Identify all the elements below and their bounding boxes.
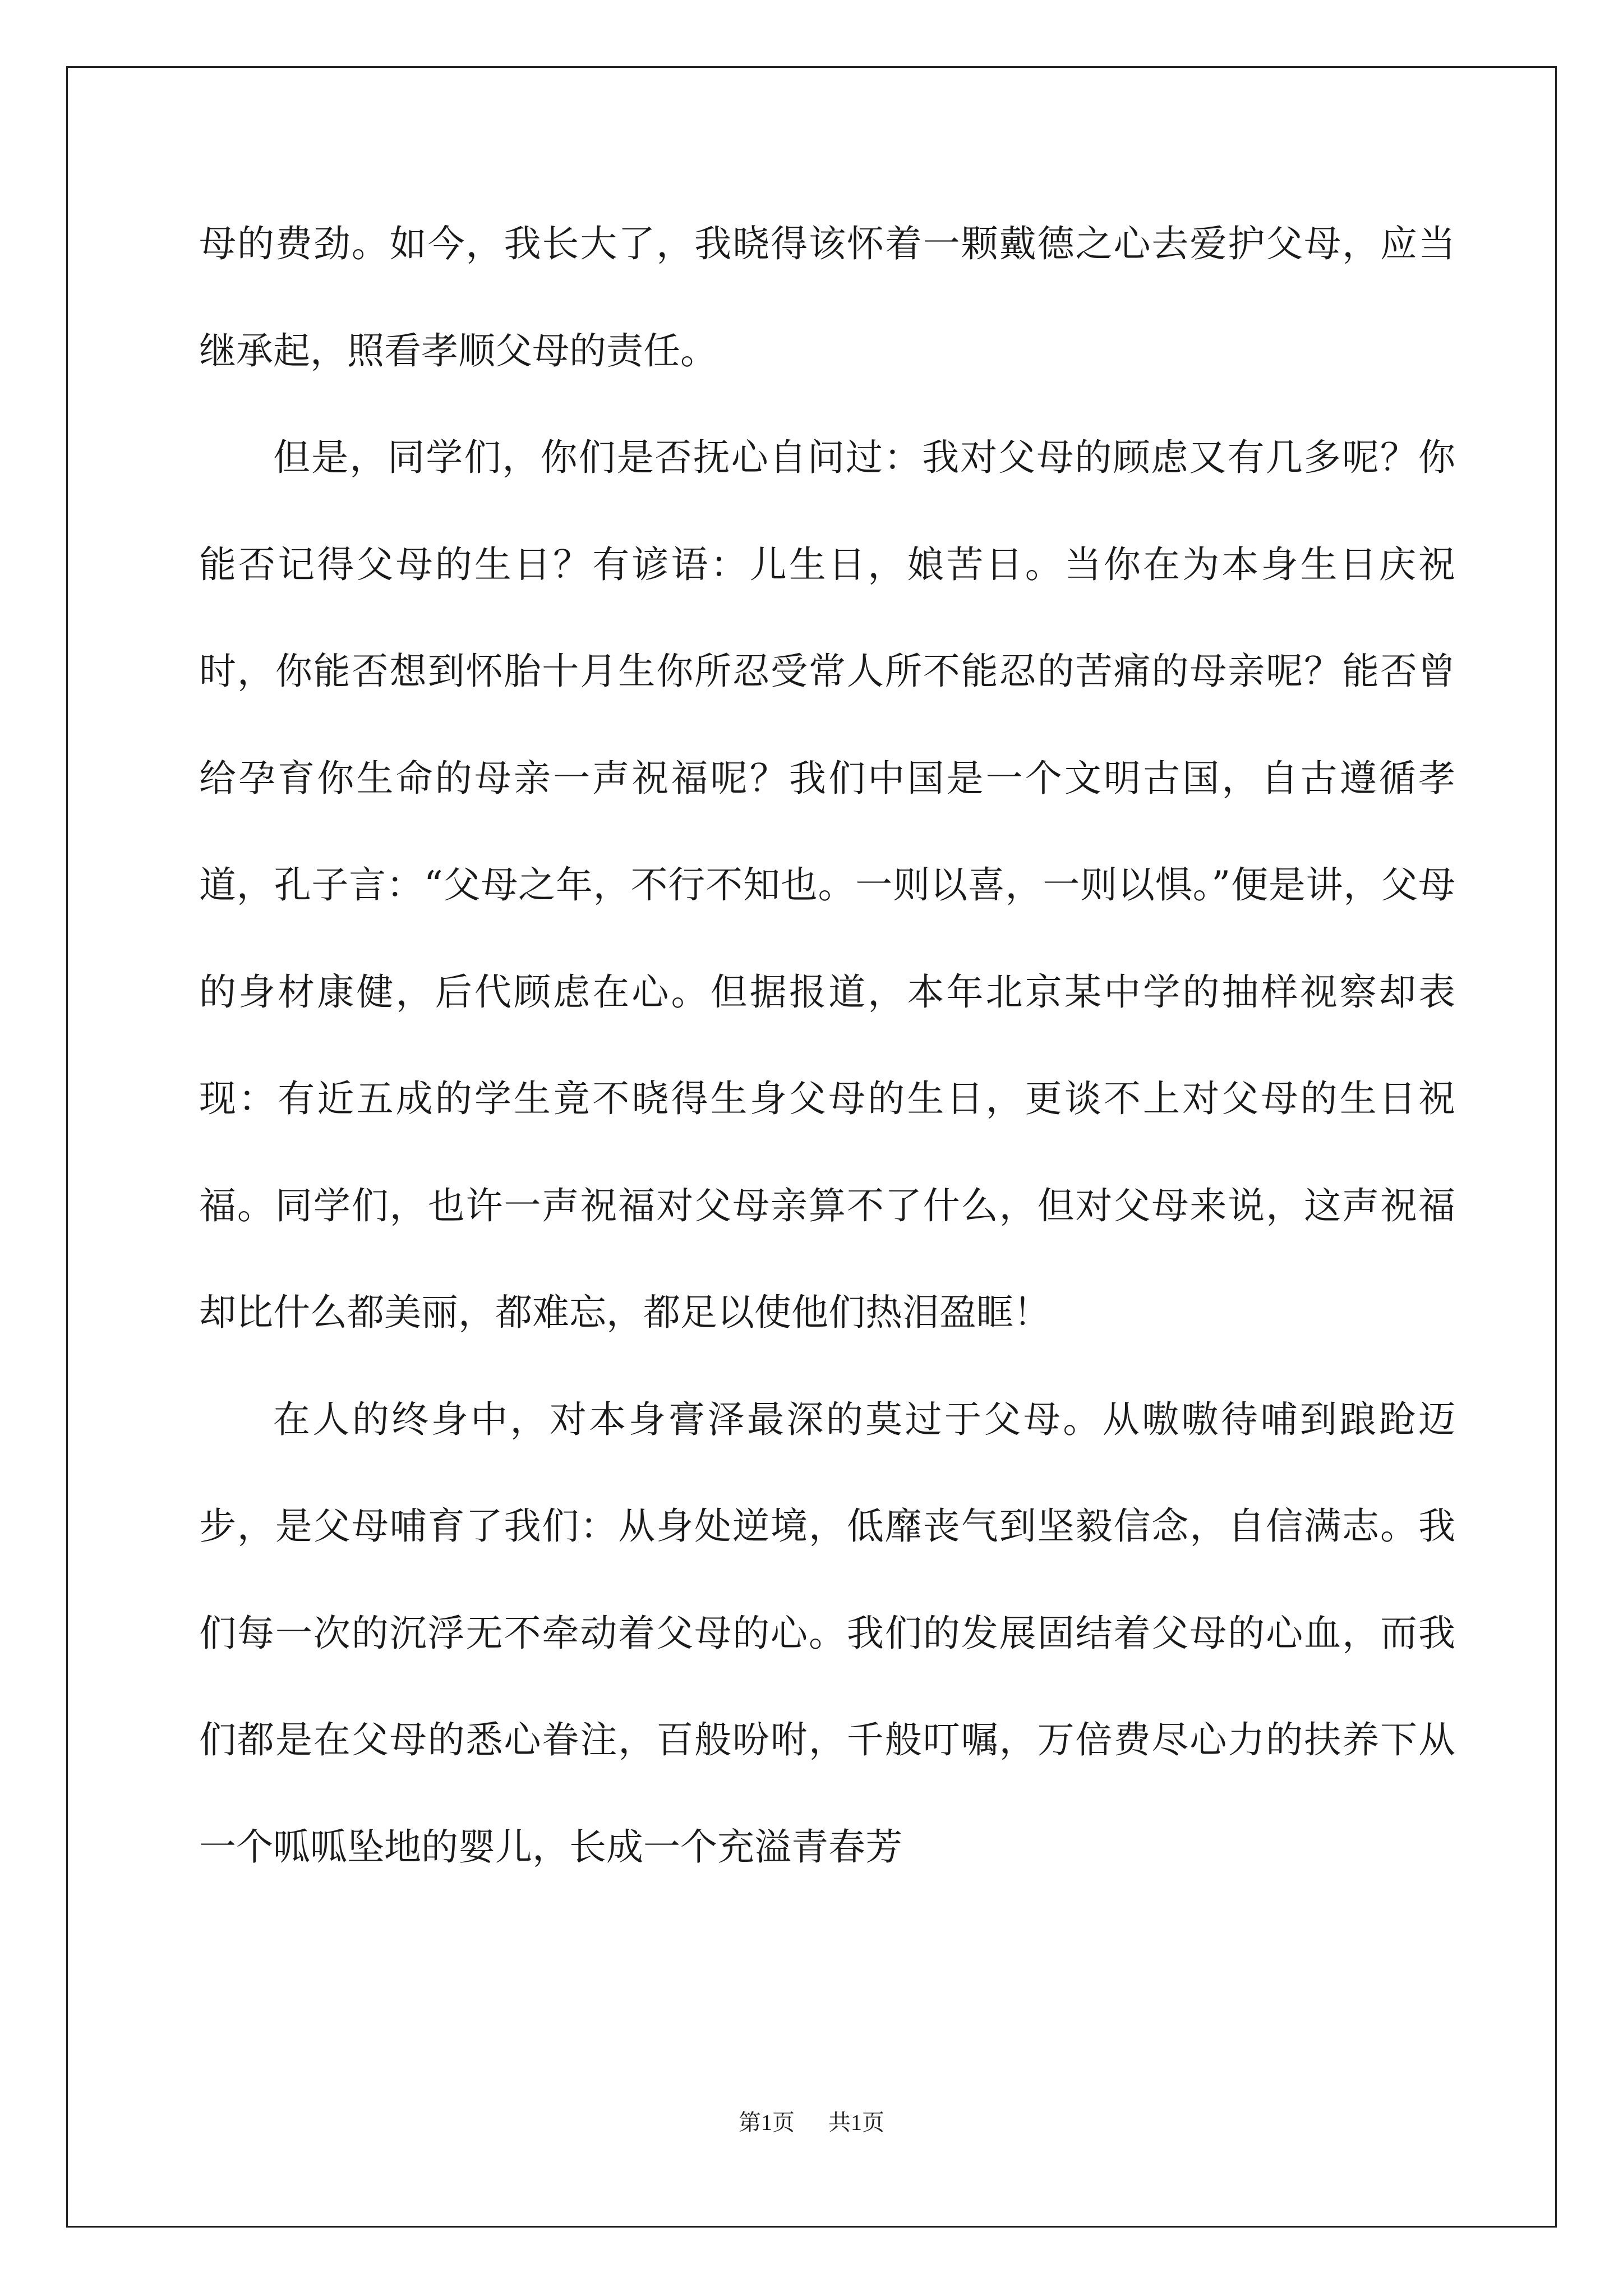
page-total: 共1页 xyxy=(828,2110,884,2135)
paragraph-2: 但是，同学们，你们是否抚心自问过：我对父母的顾虑又有几多呢？你能否记得父母的生日？有谚语：儿生日，娘苦日。当你在为本身生日庆祝时，你能否想到怀胎十月生你所忍受常人所不能忍的苦痛的母亲呢？能否曾给孕育你生命的母亲一声祝福呢？我们中国是一个文明古国，自古遵循孝道，孔子言：“父母之年，不行不知也。一则以喜，一则以惧。”便是讲，父母的身材康健，后代顾虑在心。但据报道，本年北京某中学的抽样视察却表现：有近五成的学生竟不晓得生身父母的生日，更谈不上对父母的生日祝福。同学们，也许一声祝福对父母亲算不了什么，但对父母来说，这声祝福却比什么都美丽，都难忘，都足以使他们热泪盈眶！ xyxy=(199,436,1455,1334)
document-body xyxy=(199,191,1455,1901)
paragraph-3: 在人的终身中，对本身膏泽最深的莫过于父母。从嗷嗷待哺到踉跄迈步，是父母哺育了我们：从身处逆境，低靡丧气到坚毅信念，自信满志。我们每一次的沉浮无不牵动着父母的心。我们的发展固结着父母的心血，而我们都是在父母的悉心眷注，百般吩咐，千般叮嘱，万倍费尽心力的扶养下从一个呱呱坠地的婴儿，长成一个充溢青春芳 xyxy=(199,1397,1455,1869)
page-number: 第1页 xyxy=(739,2110,795,2135)
paragraph-1: 母的费劲。如今，我长大了，我晓得该怀着一颗戴德之心去爱护父母，应当继承起，照看孝顺父母的责任。 xyxy=(199,222,1455,372)
page-footer xyxy=(0,2105,1623,2137)
